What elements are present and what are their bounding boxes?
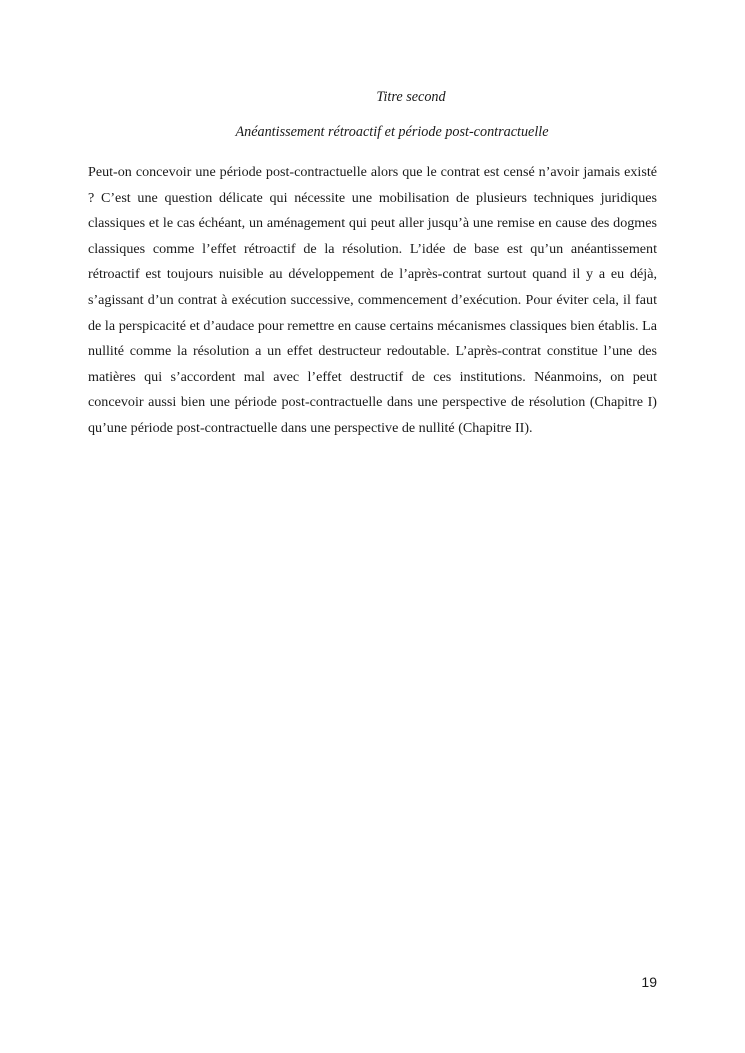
- part-title: Titre second: [376, 89, 446, 105]
- page-number: 19: [641, 974, 657, 990]
- part-subtitle: Anéantissement rétroactif et période post-contractuelle: [235, 124, 549, 140]
- introduction-paragraph: Peut-on concevoir une période post-contractuelle alors que le contrat est censé n’avoir jamais existé ? C’est une question délicate qui nécessite une mobilisation de plusieurs techniques juridiques classiques et le cas échéant, un aménagement qui peut aller jusqu’à une remise en cause des dogmes classiques comme l’effet rétroactif de la résolution. L’idée de base est qu’un anéantissement rétroactif est toujours nuisible au développement de l’après-contrat surtout quand il y a eu déjà, s’agissant d’un contrat à exécution successive, commencement d’exécution. Pour éviter cela, il faut de la perspicacité et d’audace pour remettre en cause certains mécanismes classiques bien établis. La nullité comme la résolution a un effet destructeur redoutable. L’après-contrat constitue l’une des matières qui s’accordent mal avec l’effet destructif de ces institutions. Néanmoins, on peut concevoir aussi bien une période post-contractuelle dans une perspective de résolution (Chapitre I) qu’une période post-contractuelle dans une perspective de nullité (Chapitre II).: [88, 164, 657, 436]
